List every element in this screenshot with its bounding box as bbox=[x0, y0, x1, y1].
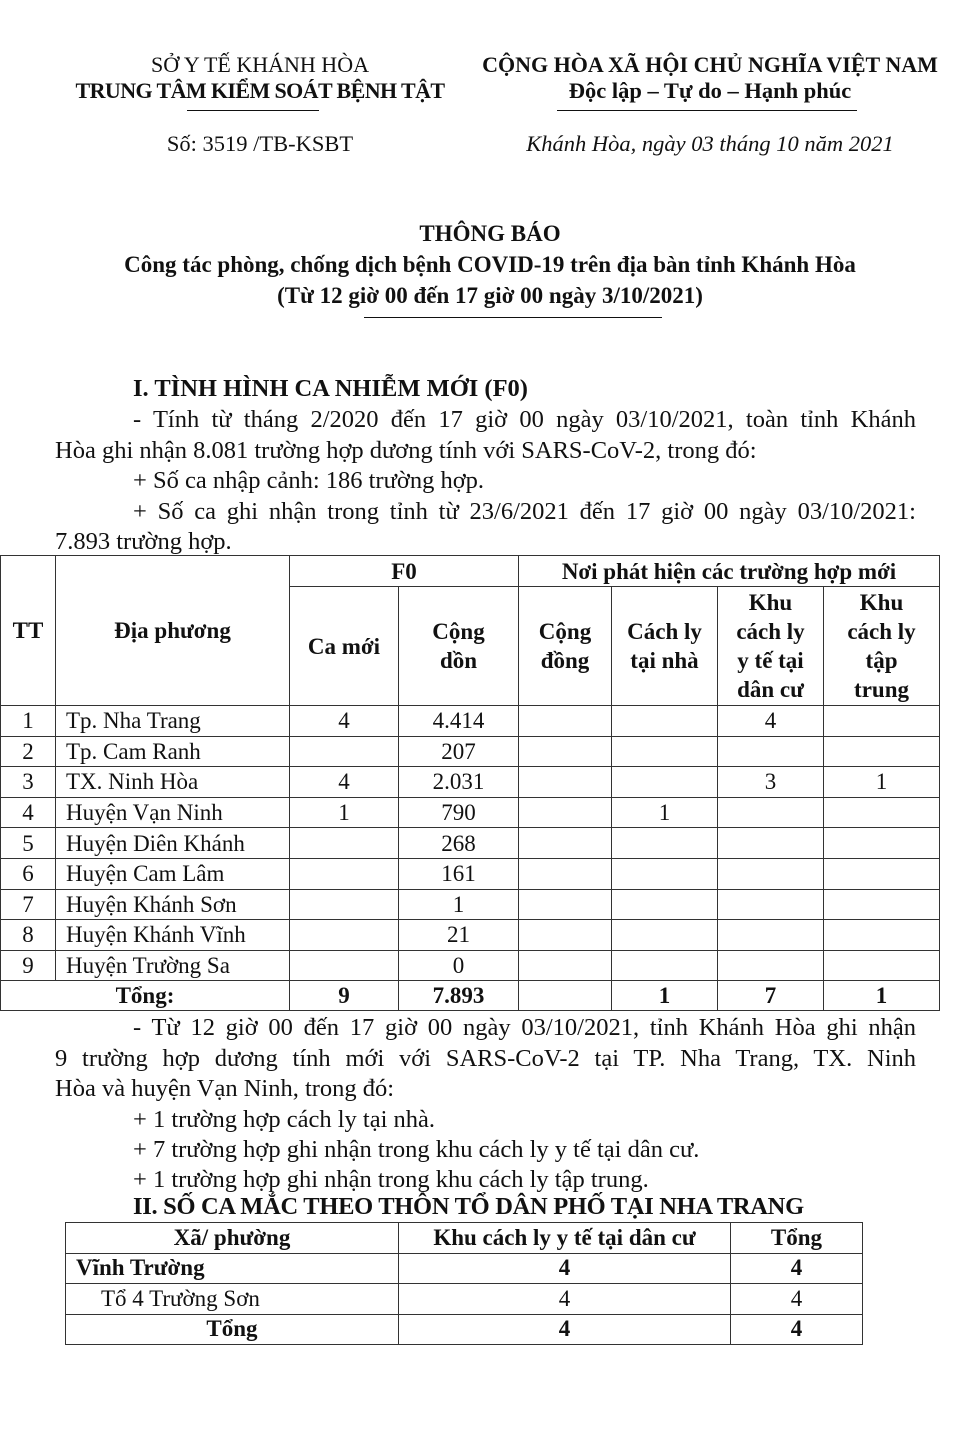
cell-new: 4 bbox=[290, 767, 399, 798]
cell-new bbox=[290, 828, 399, 859]
cell-new bbox=[290, 889, 399, 920]
cell-centralized bbox=[824, 706, 940, 737]
cell-home bbox=[612, 889, 718, 920]
cell-centralized bbox=[824, 920, 940, 951]
cell-residential bbox=[718, 828, 824, 859]
table-total-row bbox=[66, 1314, 863, 1345]
cell-community bbox=[519, 889, 612, 920]
header-centralized-l1: Khu bbox=[859, 590, 904, 615]
table-row bbox=[1, 920, 940, 951]
cases-by-locality-table bbox=[0, 555, 940, 1011]
total-centralized: 1 bbox=[824, 981, 940, 1011]
cases-by-ward-table bbox=[65, 1222, 863, 1345]
total-label: Tổng bbox=[66, 1314, 399, 1345]
cell-centralized bbox=[824, 858, 940, 889]
table-row bbox=[1, 889, 940, 920]
cell-cumulative: 21 bbox=[399, 920, 519, 951]
cell-home bbox=[612, 767, 718, 798]
cell-residential bbox=[718, 920, 824, 951]
section2-heading: II. SỐ CA MẮC THEO THÔN TỔ DÂN PHỐ TẠI NHA TRANG bbox=[133, 1193, 804, 1220]
header-tt: TT bbox=[1, 556, 56, 706]
cell-community bbox=[519, 858, 612, 889]
cell-locality: Huyện Trường Sa bbox=[56, 950, 290, 981]
national-motto: Độc lập – Tự do – Hạnh phúc bbox=[568, 78, 852, 103]
header-ward: Xã/ phường bbox=[66, 1223, 399, 1254]
header-home-l2: tại nhà bbox=[630, 648, 699, 673]
table-row bbox=[66, 1284, 863, 1315]
header-centralized-l4: trung bbox=[854, 677, 909, 702]
header-cumulative-l1: Cộng bbox=[432, 619, 485, 644]
cell-community bbox=[519, 767, 612, 798]
cell-centralized bbox=[824, 797, 940, 828]
cell-tt: 7 bbox=[1, 889, 56, 920]
cell-tt: 8 bbox=[1, 920, 56, 951]
cell-residential bbox=[718, 889, 824, 920]
agency-name: TRUNG TÂM KIỂM SOÁT BỆNH TẬT bbox=[75, 78, 445, 103]
total-total: 4 bbox=[731, 1314, 863, 1345]
document-number: Số: 3519 /TB-KSBT bbox=[166, 131, 354, 156]
table-row bbox=[1, 950, 940, 981]
header-total: Tổng bbox=[731, 1223, 863, 1254]
header-home-l1: Cách ly bbox=[627, 619, 702, 644]
total-home: 1 bbox=[612, 981, 718, 1011]
cell-community bbox=[519, 828, 612, 859]
table-row bbox=[1, 767, 940, 798]
cell-centralized bbox=[824, 828, 940, 859]
header-residential-l2: cách ly bbox=[736, 619, 805, 644]
table-total-row bbox=[1, 981, 940, 1011]
header-community bbox=[519, 587, 612, 706]
cell-residential bbox=[718, 950, 824, 981]
title-underline bbox=[364, 317, 662, 318]
header-detection-location: Nơi phát hiện các trường hợp mới bbox=[519, 556, 940, 587]
table-row bbox=[1, 828, 940, 859]
section1-heading: I. TÌNH HÌNH CA NHIỄM MỚI (F0) bbox=[133, 375, 528, 402]
cell-home bbox=[612, 828, 718, 859]
section1-para2-line3: Hòa và huyện Vạn Ninh, trong đó: bbox=[55, 1075, 395, 1102]
header-locality: Địa phương bbox=[56, 556, 290, 706]
cell-new bbox=[290, 920, 399, 951]
cell-locality: Huyện Cam Lâm bbox=[56, 858, 290, 889]
cell-total: 4 bbox=[731, 1284, 863, 1315]
cell-locality: Tp. Nha Trang bbox=[56, 706, 290, 737]
cell-ward: Vĩnh Trường bbox=[66, 1253, 399, 1284]
document-period: (Từ 12 giờ 00 đến 17 giờ 00 ngày 3/10/2021) bbox=[277, 283, 703, 308]
total-residential: 7 bbox=[718, 981, 824, 1011]
cell-tt: 9 bbox=[1, 950, 56, 981]
cell-tt: 6 bbox=[1, 858, 56, 889]
cell-new bbox=[290, 950, 399, 981]
cell-new: 4 bbox=[290, 706, 399, 737]
header-community-l1: Cộng bbox=[538, 619, 592, 644]
agency-parent: SỞ Y TẾ KHÁNH HÒA bbox=[151, 52, 369, 77]
cell-centralized: 1 bbox=[824, 767, 940, 798]
table-row bbox=[1, 736, 940, 767]
section1-para2-line1: - Từ 12 giờ 00 đến 17 giờ 00 ngày 03/10/2021, tỉnh Khánh Hòa ghi nhận bbox=[133, 1014, 916, 1041]
cell-community bbox=[519, 736, 612, 767]
total-new: 9 bbox=[290, 981, 399, 1011]
cell-locality: TX. Ninh Hòa bbox=[56, 767, 290, 798]
cell-home bbox=[612, 920, 718, 951]
cell-residential bbox=[718, 797, 824, 828]
cell-cumulative: 161 bbox=[399, 858, 519, 889]
cell-home bbox=[612, 858, 718, 889]
cell-ward: Tổ 4 Trường Sơn bbox=[66, 1284, 399, 1315]
document-title: THÔNG BÁO bbox=[419, 221, 561, 246]
header-centralized-l2: cách ly bbox=[847, 619, 916, 644]
header-centralized-isolation bbox=[824, 587, 940, 706]
cell-community bbox=[519, 950, 612, 981]
header-residential-l3: y tế tại bbox=[737, 648, 804, 673]
cell-cumulative: 790 bbox=[399, 797, 519, 828]
header-residential-l4: dân cư bbox=[737, 677, 804, 702]
cell-home: 1 bbox=[612, 797, 718, 828]
cell-locality: Tp. Cam Ranh bbox=[56, 736, 290, 767]
cell-residential bbox=[718, 858, 824, 889]
cell-home bbox=[612, 950, 718, 981]
cell-locality: Huyện Khánh Sơn bbox=[56, 889, 290, 920]
header-residential-isolation bbox=[718, 587, 824, 706]
table-row bbox=[1, 706, 940, 737]
cell-centralized bbox=[824, 950, 940, 981]
total-label: Tổng: bbox=[1, 981, 290, 1011]
header-residential-isolation: Khu cách ly y tế tại dân cư bbox=[399, 1223, 731, 1254]
cell-cumulative: 268 bbox=[399, 828, 519, 859]
cell-home bbox=[612, 736, 718, 767]
cell-cumulative: 207 bbox=[399, 736, 519, 767]
cell-cumulative: 0 bbox=[399, 950, 519, 981]
cell-new: 1 bbox=[290, 797, 399, 828]
cell-residential: 4 bbox=[718, 706, 824, 737]
cell-centralized bbox=[824, 736, 940, 767]
cell-residential bbox=[718, 736, 824, 767]
cell-tt: 3 bbox=[1, 767, 56, 798]
section1-para1-line1: - Tính từ tháng 2/2020 đến 17 giờ 00 ngày 03/10/2021, toàn tỉnh Khánh bbox=[133, 406, 916, 433]
cell-cumulative: 1 bbox=[399, 889, 519, 920]
cell-locality: Huyện Diên Khánh bbox=[56, 828, 290, 859]
cell-locality: Huyện Khánh Vĩnh bbox=[56, 920, 290, 951]
cell-community bbox=[519, 797, 612, 828]
cell-locality: Huyện Vạn Ninh bbox=[56, 797, 290, 828]
table-row bbox=[66, 1253, 863, 1284]
header-f0: F0 bbox=[290, 556, 519, 587]
cell-residential: 4 bbox=[399, 1284, 731, 1315]
cell-tt: 1 bbox=[1, 706, 56, 737]
cell-tt: 5 bbox=[1, 828, 56, 859]
section1-bullet4: + 7 trường hợp ghi nhận trong khu cách ly y tế tại dân cư. bbox=[133, 1136, 700, 1163]
section1-bullet5: + 1 trường hợp ghi nhận trong khu cách ly tập trung. bbox=[133, 1166, 649, 1193]
document-subtitle: Công tác phòng, chống dịch bệnh COVID-19 trên địa bàn tỉnh Khánh Hòa bbox=[124, 252, 856, 277]
cell-new bbox=[290, 858, 399, 889]
section1-para2-line2: 9 trường hợp dương tính mới với SARS-CoV-2 tại TP. Nha Trang, TX. Ninh bbox=[55, 1045, 916, 1072]
agency-underline bbox=[187, 110, 319, 111]
header-cumulative bbox=[399, 587, 519, 706]
table-row bbox=[1, 797, 940, 828]
cell-community bbox=[519, 706, 612, 737]
total-cumulative: 7.893 bbox=[399, 981, 519, 1011]
header-centralized-l3: tập bbox=[865, 648, 898, 673]
total-residential: 4 bbox=[399, 1314, 731, 1345]
total-community bbox=[519, 981, 612, 1011]
section1-bullet2-line2: 7.893 trường hợp. bbox=[55, 528, 232, 555]
section1-bullet3: + 1 trường hợp cách ly tại nhà. bbox=[133, 1106, 436, 1133]
cell-tt: 2 bbox=[1, 736, 56, 767]
cell-total: 4 bbox=[731, 1253, 863, 1284]
section1-bullet1: + Số ca nhập cảnh: 186 trường hợp. bbox=[133, 467, 485, 494]
cell-cumulative: 4.414 bbox=[399, 706, 519, 737]
header-new-cases: Ca mới bbox=[290, 587, 399, 706]
cell-tt: 4 bbox=[1, 797, 56, 828]
header-cumulative-l2: dồn bbox=[439, 648, 478, 673]
cell-cumulative: 2.031 bbox=[399, 767, 519, 798]
table-row bbox=[1, 858, 940, 889]
national-title: CỘNG HÒA XÃ HỘI CHỦ NGHĨA VIỆT NAM bbox=[482, 52, 938, 77]
cell-residential: 3 bbox=[718, 767, 824, 798]
section1-bullet2-line1: + Số ca ghi nhận trong tỉnh từ 23/6/2021 đến 17 giờ 00 ngày 03/10/2021: bbox=[133, 498, 916, 525]
header-home-isolation bbox=[612, 587, 718, 706]
cell-residential: 4 bbox=[399, 1253, 731, 1284]
cell-home bbox=[612, 706, 718, 737]
place-date: Khánh Hòa, ngày 03 tháng 10 năm 2021 bbox=[526, 131, 894, 156]
cell-new bbox=[290, 736, 399, 767]
header-community-l2: đồng bbox=[540, 648, 590, 673]
motto-underline bbox=[557, 110, 857, 111]
section1-para1-line2: Hòa ghi nhận 8.081 trường hợp dương tính với SARS-CoV-2, trong đó: bbox=[55, 437, 757, 464]
header-residential-l1: Khu bbox=[748, 590, 793, 615]
cell-community bbox=[519, 920, 612, 951]
cell-centralized bbox=[824, 889, 940, 920]
